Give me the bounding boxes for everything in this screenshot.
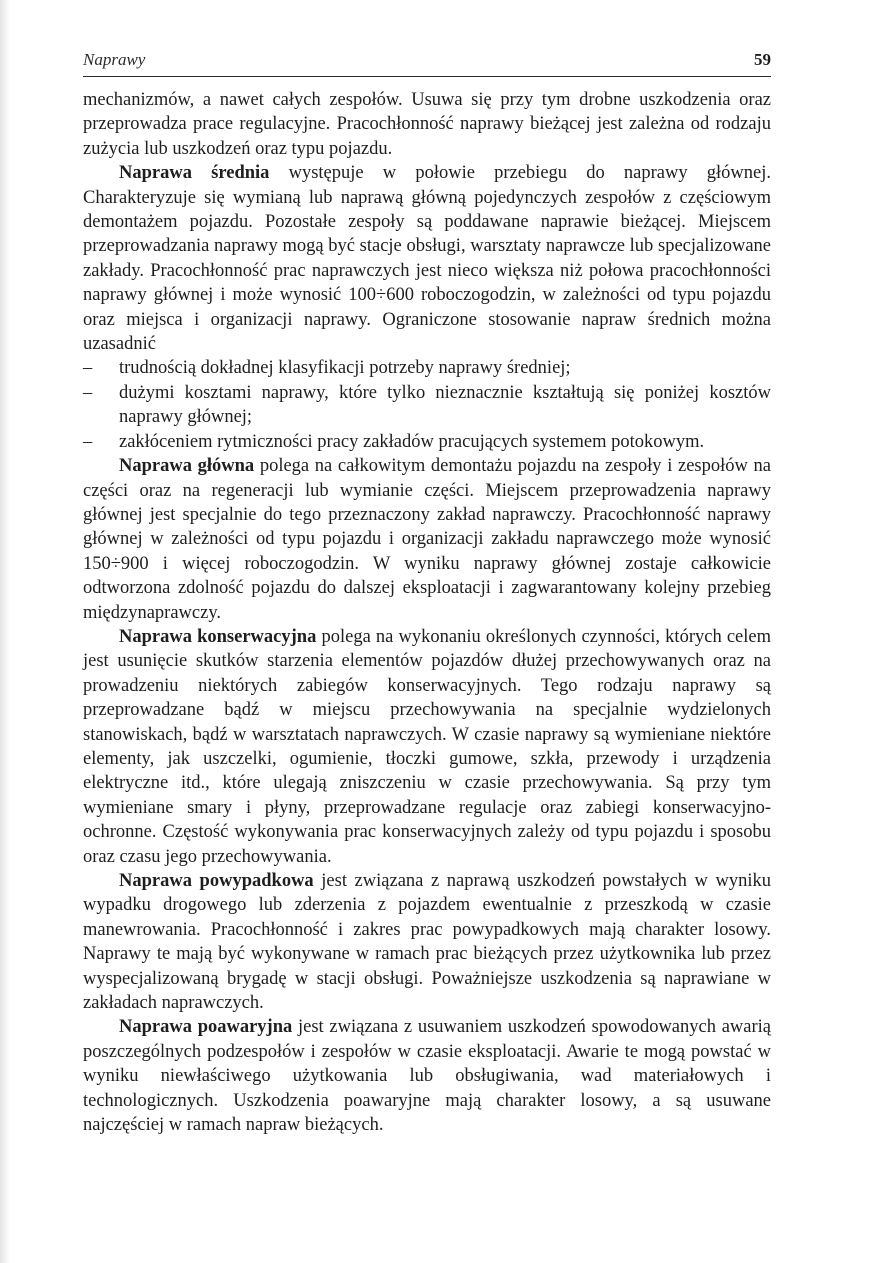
paragraph-continued: mechanizmów, a nawet całych zespołów. Usuwa się przy tym drobne uszkodzenia oraz przeprowadza prace regulacyjne. Pracochłonność naprawy bieżącej jest zależna od rodzaju zużycia lub uszkodzeń oraz typu pojazdu. bbox=[83, 90, 771, 159]
page-header bbox=[83, 50, 771, 74]
dash-marker: – bbox=[83, 358, 93, 379]
paragraph-naprawa-glowna bbox=[83, 454, 771, 625]
page-number: 59 bbox=[754, 50, 771, 69]
paragraph-text: jest związana z naprawą uszkodzeń powstałych w wyniku wypadku drogowego lub zderzenia z pojazdem ewentualnie z przeszkodą w czasie manewrowania. Pracochłonność i zakres prac powypadkowych mają charakter losowy. Naprawy te mają być wykonywane w ramach prac bieżących przez użytkownika lub przez wyspecjalizowaną brygadę w stacji obsługi. Poważniejsze uszkodzenia są naprawiane w zakładach naprawczych. bbox=[83, 871, 771, 1014]
body-text bbox=[83, 88, 771, 1137]
paragraph-text: polega na wykonaniu określonych czynności, których celem jest usunięcie skutków starzenia elementów pojazdów dłużej przechowywanych oraz na prowadzeniu niektórych zabiegów konserwacyjnych. Tego rodzaju naprawy są przeprowadzane bądź w miejscu przechowywania na specjalnie wydzielonych stanowiskach, bądź w warsztatach naprawczych. W czasie naprawy są wymieniane niektóre elementy, jak uszczelki, ogumienie, tłoczki gumowe, szkła, przewody i urządzenia elektryczne itd., które ulegają zniszczeniu w czasie przechowywania. Są przy tym wymieniane smary i płyny, przeprowadzane regulacje oraz zabiegi konserwacyjno-ochronne. Częstość wykonywania prac konserwacyjnych zależy od typu pojazdu i sposobu oraz czasu jego przechowywania. bbox=[83, 626, 771, 867]
term-naprawa-srednia: Naprawa średnia bbox=[119, 163, 270, 184]
term-naprawa-powypadkowa: Naprawa powypadkowa bbox=[119, 871, 314, 891]
paragraph-naprawa-konserwacyjna bbox=[83, 625, 771, 869]
list-item bbox=[83, 356, 771, 380]
dash-list bbox=[83, 356, 771, 454]
dash-marker: – bbox=[83, 431, 93, 452]
list-item bbox=[83, 430, 771, 454]
paragraph-naprawa-powypadkowa bbox=[83, 869, 771, 1015]
paragraph-text: polega na całkowitym demontażu pojazdu na zespoły i zespołów na części oraz na regeneracji lub wymianie części. Miejscem przeprowadzenia naprawy głównej jest specjalnie do tego przeznaczony zakład naprawczy. Pracochłonność naprawy głównej w zależności od typu pojazdu i organizacji zakładu naprawczego może wynosić 150÷900 i więcej roboczogodzin. W wyniku naprawy głównej zostaje całkowicie odtworzona zdolność pojazdu do dalszej eksploatacji i zagwarantowany kolejny przebieg międzynaprawczy. bbox=[83, 456, 771, 623]
paragraph-naprawa-poawaryjna bbox=[83, 1015, 771, 1137]
scan-edge-shadow bbox=[0, 0, 10, 1263]
dash-marker: – bbox=[83, 382, 93, 403]
list-item-text: trudnością dokładnej klasyfikacji potrzeby naprawy średniej; bbox=[119, 358, 571, 379]
header-rule bbox=[83, 76, 771, 77]
paragraph-text: jest związana z usuwaniem uszkodzeń spowodowanych awarią poszczególnych podzespołów i zespołów w czasie eksploatacji. Awarie te mogą powstać w wyniku niewłaściwego użytkowania lub obsługiwania, wad materiałowych i technologicznych. Uszkodzenia poawaryjne mają charakter losowy, a są usuwane najczęściej w ramach napraw bieżących. bbox=[83, 1017, 771, 1136]
term-naprawa-konserwacyjna: Naprawa konserwacyjna bbox=[119, 626, 317, 647]
list-item bbox=[83, 381, 771, 430]
list-item-text: zakłóceniem rytmiczności pracy zakładów pracujących systemem potokowym. bbox=[119, 431, 705, 452]
paragraph-text: występuje w połowie przebiegu do naprawy głównej. Charakteryzuje się wymianą lub naprawą główną pojedynczych zespołów z częściowym demontażem pojazdu. Pozostałe zespoły są poddawane naprawie bieżącej. Miejscem przeprowadzania naprawy mogą być stacje obsługi, warsztaty naprawcze lub specjalizowane zakłady. Pracochłonność prac naprawczych jest nieco większa niż połowa pracochłonności naprawy głównej i może wynosić 100÷600 roboczogodzin, w zależności od typu pojazdu oraz miejsca i organizacji naprawy. Ograniczone stosowanie napraw średnich można uzasadnić bbox=[83, 163, 771, 355]
term-naprawa-poawaryjna: Naprawa poawaryjna bbox=[119, 1017, 293, 1038]
list-item-text: dużymi kosztami naprawy, które tylko nieznacznie kształtują się poniżej kosztów naprawy głównej; bbox=[119, 382, 771, 428]
running-title: Naprawy bbox=[83, 50, 146, 69]
term-naprawa-glowna: Naprawa główna bbox=[119, 456, 255, 477]
paragraph-naprawa-srednia bbox=[83, 161, 771, 356]
